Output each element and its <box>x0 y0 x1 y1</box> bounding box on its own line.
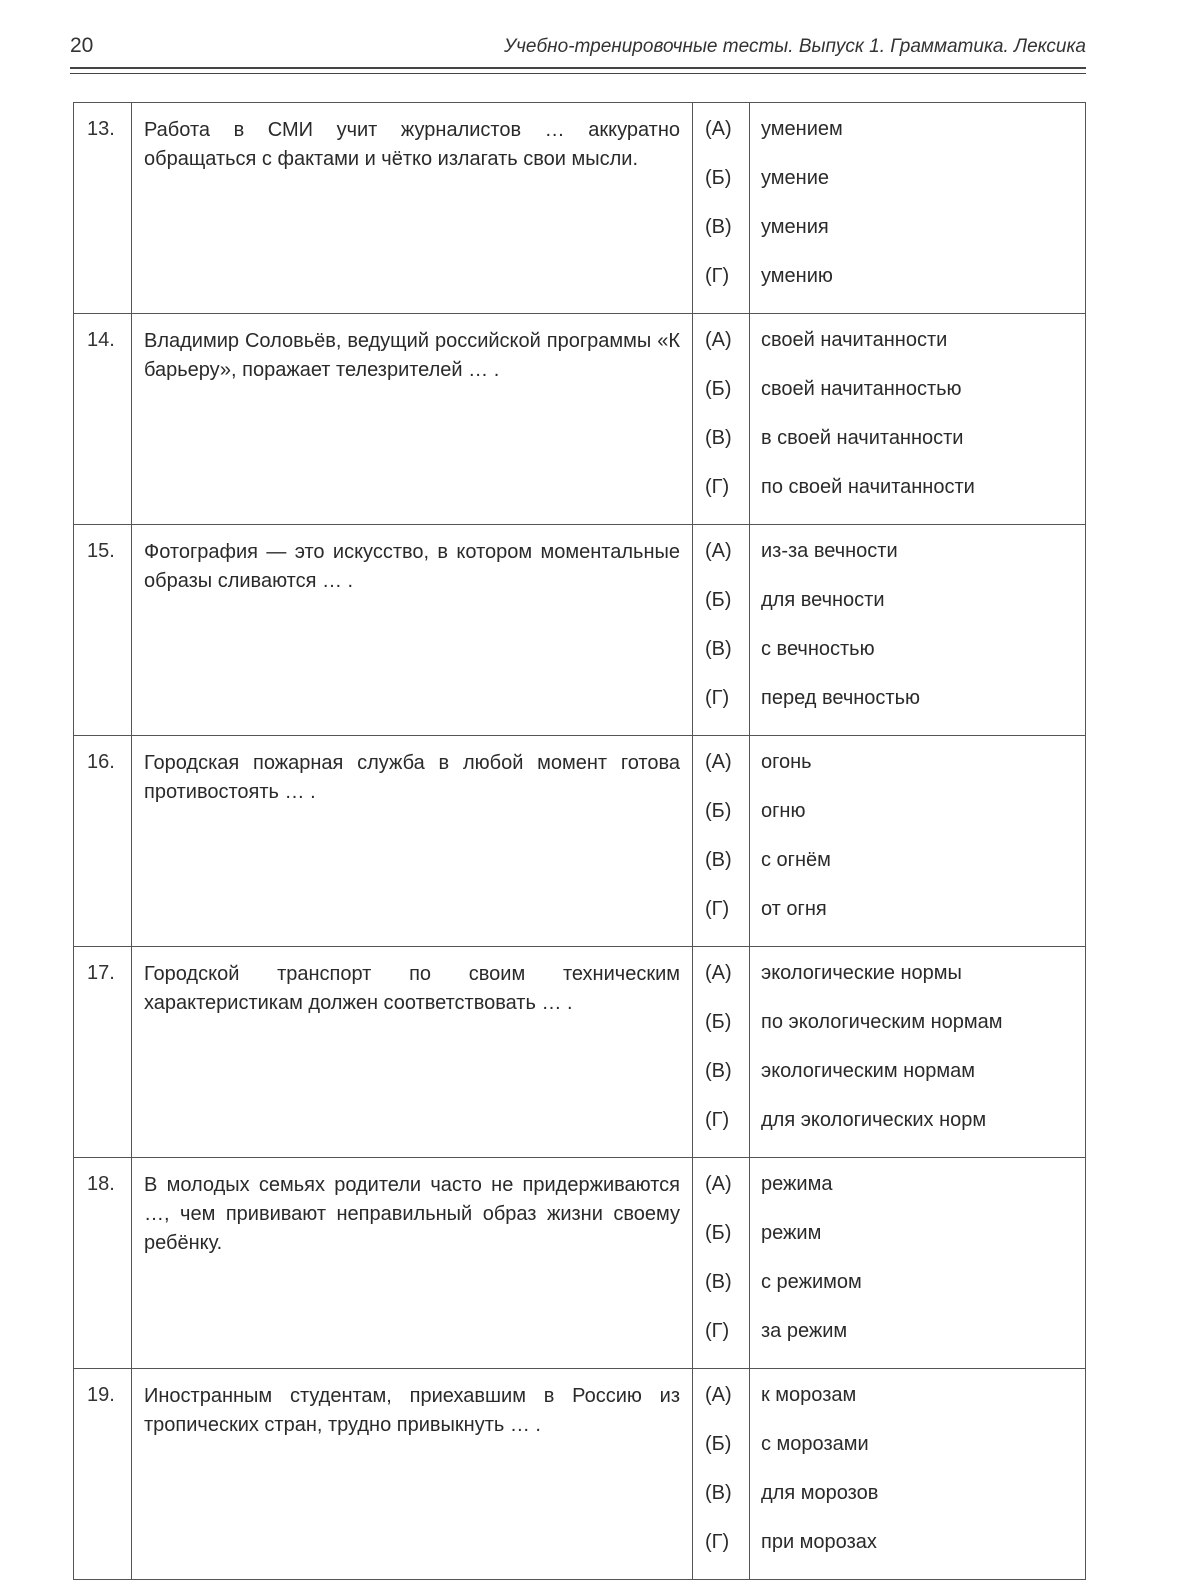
answer-option: из-за вечности <box>761 540 898 562</box>
questions-table <box>73 102 1086 1580</box>
page-number: 20 <box>70 34 94 57</box>
answer-option: режима <box>761 1173 833 1195</box>
question-row <box>74 314 1086 525</box>
answer-options-cell <box>750 1158 1086 1369</box>
option-letter: (В) <box>705 427 732 449</box>
answer-option: своей начитанностью <box>761 378 962 400</box>
option-letter: (В) <box>705 849 732 871</box>
question-stem: В молодых семьях родители часто не придерживаются …, чем прививают неправильный образ жизни своему ребёнку. <box>144 1174 680 1254</box>
answer-option: по своей начитанности <box>761 476 975 498</box>
answer-option: умением <box>761 118 843 140</box>
question-number: 16. <box>87 751 115 773</box>
question-number: 14. <box>87 329 115 351</box>
question-stem: Иностранным студентам, приехавшим в Россию из тропических стран, трудно привыкнуть … . <box>144 1385 680 1436</box>
answer-option: перед вечностью <box>761 687 921 709</box>
question-stem-cell <box>132 947 693 1158</box>
option-letter: (В) <box>705 216 732 238</box>
header-rule-thin <box>70 73 1086 74</box>
question-row <box>74 1369 1086 1580</box>
option-letter: (Б) <box>705 1433 732 1455</box>
answer-option: с морозами <box>761 1433 869 1455</box>
option-letter: (Б) <box>705 1222 732 1244</box>
page-header <box>70 30 1086 62</box>
question-number-cell <box>74 1369 132 1580</box>
answer-option: экологическим нормам <box>761 1060 976 1082</box>
answer-option: для морозов <box>761 1482 879 1504</box>
answer-option: умение <box>761 167 829 189</box>
answer-option: с режимом <box>761 1271 862 1293</box>
question-number: 15. <box>87 540 115 562</box>
option-letters-cell <box>693 103 750 314</box>
question-stem-cell <box>132 103 693 314</box>
question-number-cell <box>74 103 132 314</box>
question-stem: Городская пожарная служба в любой момент готова противостоять … . <box>144 752 680 803</box>
question-stem-cell <box>132 1369 693 1580</box>
question-stem: Владимир Соловьёв, ведущий российской программы «К барьеру», поражает телезрителей … . <box>144 330 680 381</box>
option-letter: (Г) <box>705 898 730 920</box>
answer-option: при морозах <box>761 1531 877 1553</box>
option-letter: (Б) <box>705 589 732 611</box>
question-stem: Работа в СМИ учит журналистов … аккуратно обращаться с фактами и чётко излагать свои мысли. <box>144 119 680 170</box>
answer-options-cell <box>750 947 1086 1158</box>
question-number: 13. <box>87 118 115 140</box>
option-letter: (Б) <box>705 800 732 822</box>
option-letters-cell <box>693 1158 750 1369</box>
question-number: 17. <box>87 962 115 984</box>
option-letters-cell <box>693 1369 750 1580</box>
answer-option: в своей начитанности <box>761 427 964 449</box>
answer-option: своей начитанности <box>761 329 948 351</box>
option-letter: (Б) <box>705 167 732 189</box>
question-number: 19. <box>87 1384 115 1406</box>
question-stem-cell <box>132 1158 693 1369</box>
option-letters-cell <box>693 314 750 525</box>
answer-options-cell <box>750 314 1086 525</box>
question-number-cell <box>74 947 132 1158</box>
option-letter: (Г) <box>705 1320 730 1342</box>
option-letter: (Б) <box>705 1011 732 1033</box>
question-row <box>74 103 1086 314</box>
option-letter: (В) <box>705 638 732 660</box>
question-number: 18. <box>87 1173 115 1195</box>
question-number-cell <box>74 736 132 947</box>
question-row <box>74 525 1086 736</box>
option-letter: (В) <box>705 1271 732 1293</box>
answer-option: по экологическим нормам <box>761 1011 1003 1033</box>
question-number-cell <box>74 314 132 525</box>
answer-option: умению <box>761 265 833 287</box>
option-letter: (Г) <box>705 687 730 709</box>
option-letter: (Г) <box>705 1531 730 1553</box>
question-stem: Городской транспорт по своим техническим характеристикам должен соответствовать … . <box>144 963 680 1014</box>
answer-option: огню <box>761 800 806 822</box>
question-row <box>74 1158 1086 1369</box>
answer-option: к морозам <box>761 1384 857 1406</box>
questions-body <box>74 103 1086 1580</box>
answer-options-cell <box>750 525 1086 736</box>
answer-option: с вечностью <box>761 638 875 660</box>
running-title: Учебно-тренировочные тесты. Выпуск 1. Грамматика. Лексика <box>503 36 1086 57</box>
option-letter: (В) <box>705 1482 732 1504</box>
answer-option: для вечности <box>761 589 885 611</box>
option-letter: (А) <box>705 1173 732 1195</box>
option-letter: (А) <box>705 329 732 351</box>
question-stem-cell <box>132 736 693 947</box>
option-letter: (А) <box>705 962 732 984</box>
answer-options-cell <box>750 736 1086 947</box>
option-letter: (А) <box>705 540 732 562</box>
question-number-cell <box>74 1158 132 1369</box>
option-letters-cell <box>693 736 750 947</box>
option-letter: (А) <box>705 118 732 140</box>
answer-option: умения <box>761 216 829 238</box>
answer-option: с огнём <box>761 849 831 871</box>
answer-option: экологические нормы <box>761 962 962 984</box>
option-letter: (Г) <box>705 1109 730 1131</box>
header-rule-thick <box>70 67 1086 69</box>
answer-options-cell <box>750 1369 1086 1580</box>
answer-option: для экологических норм <box>761 1109 987 1131</box>
question-row <box>74 736 1086 947</box>
answer-option: от огня <box>761 898 827 920</box>
answer-option: режим <box>761 1222 822 1244</box>
question-stem-cell <box>132 314 693 525</box>
question-stem-cell <box>132 525 693 736</box>
option-letter: (Г) <box>705 476 730 498</box>
answer-options-cell <box>750 103 1086 314</box>
option-letter: (А) <box>705 1384 732 1406</box>
answer-option: огонь <box>761 751 812 773</box>
answer-option: за режим <box>761 1320 848 1342</box>
option-letter: (А) <box>705 751 732 773</box>
option-letters-cell <box>693 947 750 1158</box>
question-row <box>74 947 1086 1158</box>
question-number-cell <box>74 525 132 736</box>
option-letter: (В) <box>705 1060 732 1082</box>
option-letters-cell <box>693 525 750 736</box>
question-stem: Фотография — это искусство, в котором моментальные образы сливаются … . <box>144 541 680 592</box>
option-letter: (Б) <box>705 378 732 400</box>
option-letter: (Г) <box>705 265 730 287</box>
